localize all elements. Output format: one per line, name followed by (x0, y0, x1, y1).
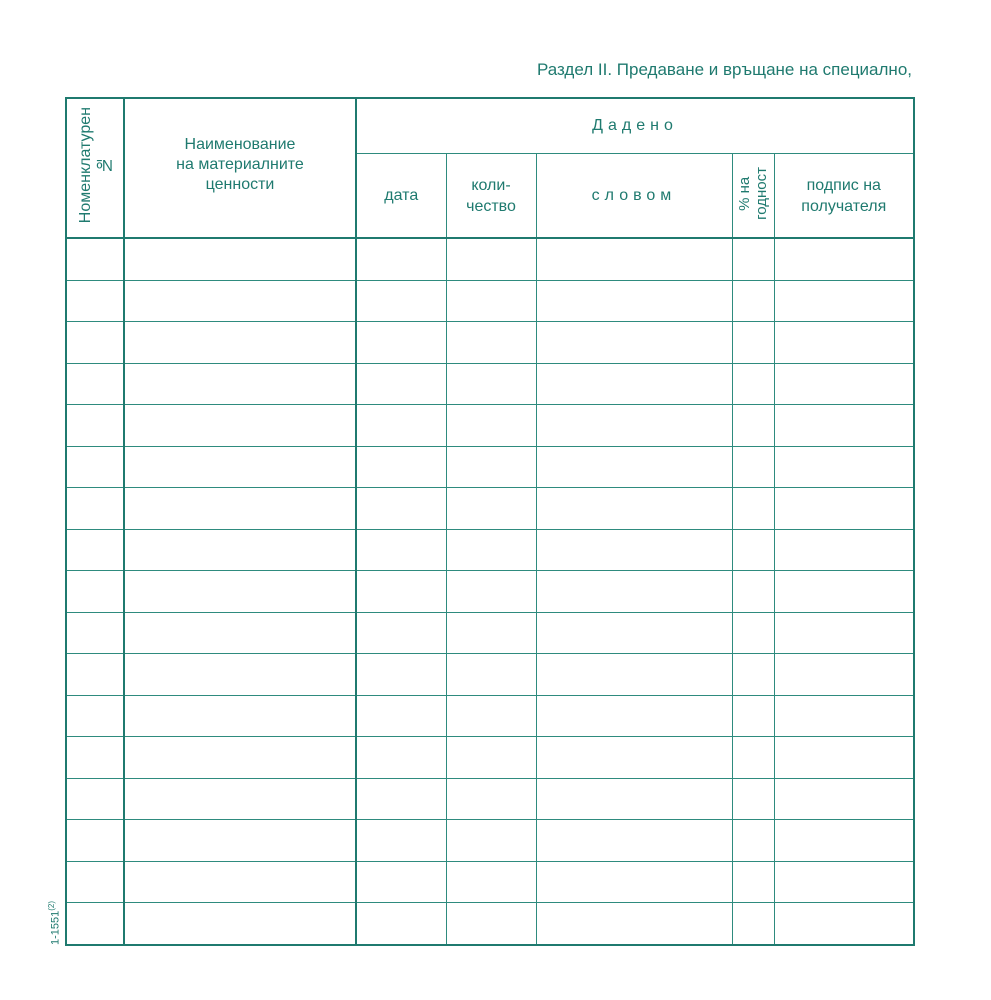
cell-quantity[interactable] (446, 778, 536, 820)
cell-signature[interactable] (774, 778, 914, 820)
cell-signature[interactable] (774, 612, 914, 654)
cell-nomenclature[interactable] (66, 405, 124, 447)
cell-percent[interactable] (732, 654, 774, 696)
cell-quantity[interactable] (446, 820, 536, 862)
cell-nomenclature[interactable] (66, 861, 124, 903)
cell-item-name[interactable] (124, 363, 356, 405)
cell-percent[interactable] (732, 405, 774, 447)
cell-in-words[interactable] (536, 571, 732, 613)
cell-nomenclature[interactable] (66, 238, 124, 280)
cell-signature[interactable] (774, 654, 914, 696)
cell-nomenclature[interactable] (66, 695, 124, 737)
table-row (66, 861, 914, 903)
cell-date[interactable] (356, 778, 446, 820)
cell-nomenclature[interactable] (66, 446, 124, 488)
table-row (66, 529, 914, 571)
cell-percent[interactable] (732, 737, 774, 779)
cell-percent[interactable] (732, 778, 774, 820)
cell-item-name[interactable] (124, 280, 356, 322)
cell-date[interactable] (356, 612, 446, 654)
cell-item-name[interactable] (124, 903, 356, 945)
form-code-main: 1-1551 (49, 910, 62, 945)
cell-item-name[interactable] (124, 778, 356, 820)
cell-signature[interactable] (774, 363, 914, 405)
cell-quantity[interactable] (446, 446, 536, 488)
cell-in-words[interactable] (536, 322, 732, 364)
cell-date[interactable] (356, 654, 446, 696)
cell-quantity[interactable] (446, 654, 536, 696)
cell-percent[interactable] (732, 488, 774, 530)
cell-nomenclature[interactable] (66, 737, 124, 779)
cell-quantity[interactable] (446, 737, 536, 779)
cell-signature[interactable] (774, 280, 914, 322)
cell-percent[interactable] (732, 363, 774, 405)
header-recipient-signature (774, 154, 914, 238)
cell-quantity[interactable] (446, 695, 536, 737)
section-heading: Раздел II. Предаване и връщане на специално, (536, 60, 912, 79)
cell-percent[interactable] (732, 612, 774, 654)
cell-signature[interactable] (774, 405, 914, 447)
cell-percent[interactable] (732, 529, 774, 571)
cell-nomenclature[interactable] (66, 778, 124, 820)
cell-date[interactable] (356, 238, 446, 280)
header-nomenclature-line1: Номенклатурен (77, 107, 94, 224)
header-in-words (536, 154, 732, 238)
cell-quantity[interactable] (446, 238, 536, 280)
cell-date[interactable] (356, 405, 446, 447)
cell-quantity[interactable] (446, 529, 536, 571)
cell-quantity[interactable] (446, 322, 536, 364)
table-row (66, 488, 914, 530)
cell-item-name[interactable] (124, 695, 356, 737)
cell-item-name[interactable] (124, 861, 356, 903)
header-quantity (446, 154, 536, 238)
cell-signature[interactable] (774, 861, 914, 903)
cell-date[interactable] (356, 529, 446, 571)
header-quantity-line1: коли- (471, 176, 511, 194)
cell-in-words[interactable] (536, 280, 732, 322)
table-row (66, 903, 914, 945)
cell-item-name[interactable] (124, 322, 356, 364)
table-row (66, 612, 914, 654)
cell-nomenclature[interactable] (66, 654, 124, 696)
cell-quantity[interactable] (446, 571, 536, 613)
cell-item-name[interactable] (124, 446, 356, 488)
cell-in-words[interactable] (536, 903, 732, 945)
cell-signature[interactable] (774, 820, 914, 862)
cell-item-name[interactable] (124, 405, 356, 447)
header-item-name-line1: Наименование (184, 136, 296, 153)
header-percent-line2: годност (753, 166, 770, 220)
cell-in-words[interactable] (536, 695, 732, 737)
cell-item-name[interactable] (124, 488, 356, 530)
table-row (66, 405, 914, 447)
cell-quantity[interactable] (446, 612, 536, 654)
cell-item-name[interactable] (124, 654, 356, 696)
cell-date[interactable] (356, 861, 446, 903)
cell-item-name[interactable] (124, 612, 356, 654)
header-given-label: Дадено (592, 117, 678, 135)
cell-signature[interactable] (774, 903, 914, 945)
table-row (66, 571, 914, 613)
cell-date[interactable] (356, 737, 446, 779)
ledger-table (65, 97, 915, 946)
cell-date[interactable] (356, 695, 446, 737)
cell-date[interactable] (356, 571, 446, 613)
cell-percent[interactable] (732, 820, 774, 862)
table-row (66, 238, 914, 280)
cell-item-name[interactable] (124, 820, 356, 862)
header-quantity-line2: чество (466, 197, 516, 215)
cell-date[interactable] (356, 820, 446, 862)
table-row (66, 654, 914, 696)
cell-date[interactable] (356, 903, 446, 945)
table-row (66, 446, 914, 488)
cell-percent[interactable] (732, 322, 774, 364)
cell-quantity[interactable] (446, 903, 536, 945)
cell-percent[interactable] (732, 695, 774, 737)
cell-date[interactable] (356, 322, 446, 364)
cell-nomenclature[interactable] (66, 903, 124, 945)
cell-in-words[interactable] (536, 446, 732, 488)
cell-in-words[interactable] (536, 363, 732, 405)
cell-signature[interactable] (774, 529, 914, 571)
cell-in-words[interactable] (536, 405, 732, 447)
cell-signature[interactable] (774, 238, 914, 280)
cell-item-name[interactable] (124, 529, 356, 571)
cell-nomenclature[interactable] (66, 529, 124, 571)
cell-quantity[interactable] (446, 488, 536, 530)
cell-nomenclature[interactable] (66, 820, 124, 862)
cell-signature[interactable] (774, 446, 914, 488)
table-row (66, 363, 914, 405)
form-code (47, 901, 62, 945)
cell-in-words[interactable] (536, 654, 732, 696)
table-row (66, 322, 914, 364)
cell-signature[interactable] (774, 488, 914, 530)
cell-item-name[interactable] (124, 737, 356, 779)
cell-percent[interactable] (732, 861, 774, 903)
cell-in-words[interactable] (536, 737, 732, 779)
cell-nomenclature[interactable] (66, 363, 124, 405)
header-signature-line2: получателя (801, 197, 887, 215)
cell-in-words[interactable] (536, 820, 732, 862)
cell-quantity[interactable] (446, 405, 536, 447)
cell-date[interactable] (356, 446, 446, 488)
table-row (66, 820, 914, 862)
cell-percent[interactable] (732, 446, 774, 488)
cell-nomenclature[interactable] (66, 322, 124, 364)
cell-item-name[interactable] (124, 571, 356, 613)
cell-date[interactable] (356, 488, 446, 530)
cell-in-words[interactable] (536, 529, 732, 571)
cell-in-words[interactable] (536, 778, 732, 820)
cell-quantity[interactable] (446, 280, 536, 322)
cell-signature[interactable] (774, 322, 914, 364)
cell-in-words[interactable] (536, 488, 732, 530)
cell-nomenclature[interactable] (66, 571, 124, 613)
cell-in-words[interactable] (536, 861, 732, 903)
table-row (66, 737, 914, 779)
header-percent-line1: % на (736, 176, 753, 211)
table-row (66, 778, 914, 820)
cell-in-words[interactable] (536, 612, 732, 654)
cell-nomenclature[interactable] (66, 280, 124, 322)
cell-item-name[interactable] (124, 238, 356, 280)
header-item-name-line3: ценности (205, 176, 275, 193)
ledger-body (66, 238, 914, 945)
cell-quantity[interactable] (446, 363, 536, 405)
cell-percent[interactable] (732, 571, 774, 613)
header-item-name-line2: на материалните (176, 156, 304, 173)
cell-signature[interactable] (774, 737, 914, 779)
cell-signature[interactable] (774, 571, 914, 613)
table-row (66, 280, 914, 322)
cell-in-words[interactable] (536, 238, 732, 280)
header-signature-line1: подпис на (806, 176, 881, 194)
cell-signature[interactable] (774, 695, 914, 737)
header-date (356, 154, 446, 238)
cell-nomenclature[interactable] (66, 488, 124, 530)
header-given-group (356, 98, 914, 154)
header-percent-fitness (732, 154, 774, 238)
form-code-suffix: (2) (47, 900, 56, 911)
cell-nomenclature[interactable] (66, 612, 124, 654)
header-in-words-label: словом (591, 186, 677, 204)
cell-percent[interactable] (732, 238, 774, 280)
cell-quantity[interactable] (446, 861, 536, 903)
header-nomenclature-line2: № (96, 157, 113, 174)
header-nomenclature-no (66, 98, 124, 238)
cell-percent[interactable] (732, 903, 774, 945)
table-row (66, 695, 914, 737)
cell-percent[interactable] (732, 280, 774, 322)
cell-date[interactable] (356, 363, 446, 405)
header-item-name (124, 98, 356, 238)
cell-date[interactable] (356, 280, 446, 322)
header-date-label: дата (384, 186, 419, 204)
